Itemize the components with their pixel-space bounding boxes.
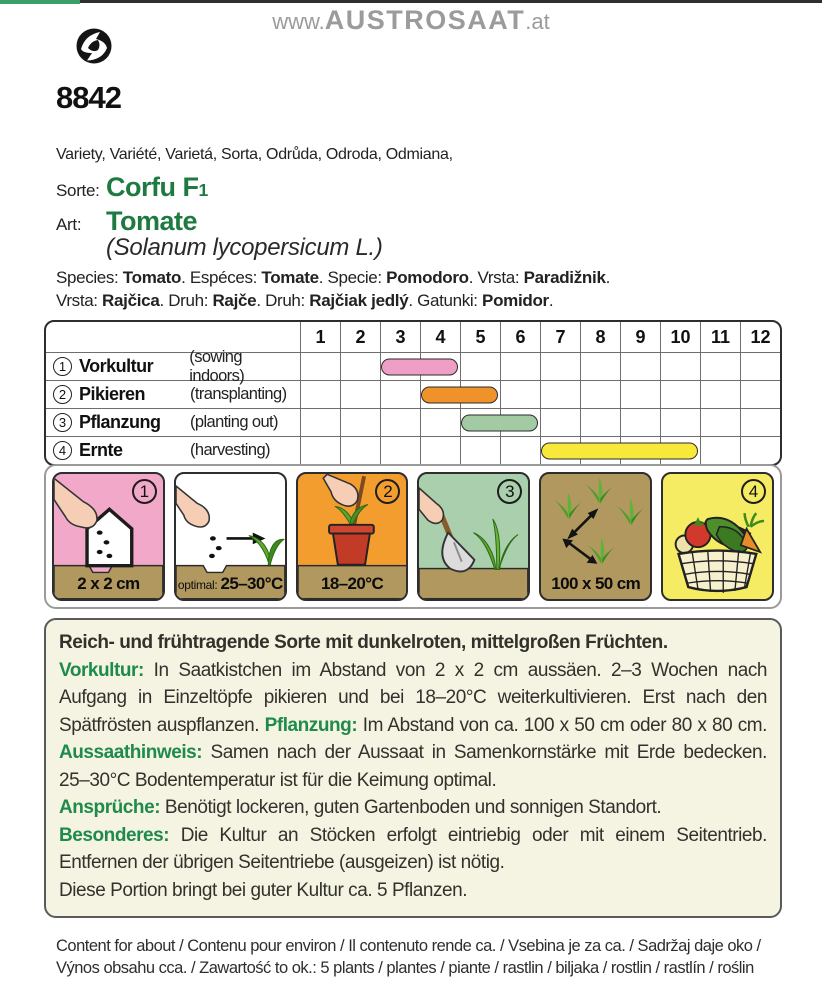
row-subtitle: (planting out) xyxy=(190,413,278,431)
species-value: Paradižnik xyxy=(523,268,606,287)
calendar-row-grid xyxy=(300,409,780,436)
step-badge: 2 xyxy=(375,479,400,504)
calendar-row-pikieren xyxy=(46,380,780,408)
calendar-grid-cell xyxy=(540,353,580,380)
separator: . xyxy=(605,268,610,287)
calendar-row-pflanzung xyxy=(46,408,780,436)
species-label: Espéces: xyxy=(189,268,257,287)
vrsta-value: Pomidor xyxy=(482,291,549,310)
month-header-cell: 8 xyxy=(580,322,620,352)
species-value: Pomodoro xyxy=(386,268,469,287)
pictogram-transplanting xyxy=(296,472,409,601)
calendar-grid-cell xyxy=(300,437,340,464)
description-box xyxy=(44,618,782,918)
calendar-grid-cell xyxy=(460,437,500,464)
vrsta-value: Rajče xyxy=(212,291,257,310)
month-header-cell: 3 xyxy=(380,322,420,352)
species-label: Vrsta: xyxy=(477,268,520,287)
month-header-cell: 2 xyxy=(340,322,380,352)
text-pflanzung: Im Abstand von ca. 100 x 50 cm oder 80 x 80 cm. xyxy=(357,714,767,736)
step-number-circle: 1 xyxy=(53,357,72,376)
calendar-grid-cell xyxy=(540,409,580,436)
calendar-grid-cell xyxy=(700,409,740,436)
row-name: Pikieren xyxy=(79,384,146,404)
species-label: Species: xyxy=(56,268,119,287)
brand-url-prefix: www. xyxy=(272,9,325,34)
calendar-grid-cell xyxy=(460,353,500,380)
pictogram-planting-out xyxy=(417,472,530,601)
calendar-grid-cell xyxy=(740,381,780,408)
variety-multilang-line: Variety, Variété, Varietá, Sorta, Odrůda, Odroda, Odmiana, xyxy=(56,146,453,163)
sorte-label: Sorte: xyxy=(56,181,100,200)
cultivation-calendar-table xyxy=(44,320,782,466)
calendar-bar-ernte xyxy=(541,442,698,459)
calendar-month-header-row xyxy=(46,322,780,352)
vrsta-label: Vrsta: xyxy=(56,291,98,310)
pictogram-strip xyxy=(44,464,782,609)
calendar-grid-cell xyxy=(500,437,540,464)
calendar-bar-vorkultur xyxy=(381,358,458,375)
calendar-grid-cell xyxy=(300,409,340,436)
calendar-grid-cell xyxy=(620,409,660,436)
keyword-vorkultur: Vorkultur: xyxy=(59,659,144,681)
calendar-grid-cell xyxy=(700,437,740,464)
pictogram-label: 18–20°C xyxy=(320,574,384,593)
calendar-grid-cell xyxy=(300,353,340,380)
description-besonderes-paragraph xyxy=(59,822,767,877)
calendar-grid-cell xyxy=(740,409,780,436)
sorte-value xyxy=(106,172,208,203)
content-note-line1: Content for about / Contenu pour environ / Il contenuto rende ca. / Vsebina je za ca. / Sadržaj daje oko / xyxy=(56,937,761,955)
separator: . xyxy=(159,291,169,310)
calendar-grid-cell xyxy=(580,409,620,436)
calendar-row-grid xyxy=(300,381,780,408)
calendar-grid-cell xyxy=(700,381,740,408)
vrsta-multilang-line xyxy=(56,291,776,311)
calendar-bar-pikieren xyxy=(421,386,498,403)
pictogram-sowing-seeds xyxy=(52,472,165,601)
content-note-line2: Výnos obsahu cca. / Zawartość to ok.: 5 plants / plantes / piante / rastlin / biljaka / rostlin / rastlín / roślin xyxy=(56,958,754,977)
calendar-row-vorkultur xyxy=(46,347,780,385)
pictogram-label-main: 25–30°C xyxy=(220,574,283,593)
step-badge: 1 xyxy=(132,479,157,504)
month-header-cell: 4 xyxy=(420,322,460,352)
separator: . xyxy=(181,268,190,287)
vrsta-label: Druh: xyxy=(168,291,209,310)
row-name: Vorkultur xyxy=(79,356,154,376)
keyword-besonderes: Besonderes: xyxy=(59,824,170,846)
calendar-grid-cell xyxy=(380,437,420,464)
top-edge-green-line xyxy=(0,0,80,4)
pictogram-label: 100 x 50 cm xyxy=(551,574,641,593)
step-number-circle: 4 xyxy=(53,441,72,460)
step-number-circle: 3 xyxy=(53,413,72,432)
description-headline: Reich- und frühtragende Sorte mit dunkelroten, mittelgroßen Früchten. xyxy=(59,632,668,653)
calendar-grid-cell xyxy=(420,437,460,464)
species-value: Tomato xyxy=(122,268,182,287)
calendar-grid-cell xyxy=(500,381,540,408)
pictogram-label-small: optimal: xyxy=(177,578,221,592)
species-label: Specie: xyxy=(327,268,382,287)
calendar-grid-cell xyxy=(700,353,740,380)
article-number: 8842 xyxy=(56,80,121,115)
calendar-grid-cell xyxy=(620,381,660,408)
species-value: Tomate xyxy=(261,268,319,287)
month-header-cell: 10 xyxy=(660,322,700,352)
row-name: Pflanzung xyxy=(79,412,161,432)
month-header-cell: 5 xyxy=(460,322,500,352)
vrsta-value: Rajčica xyxy=(102,291,160,310)
calendar-row-grid xyxy=(300,437,780,464)
calendar-bar-pflanzung xyxy=(461,414,538,431)
sorte-value-subscript: 1 xyxy=(198,180,208,200)
row-subtitle: (harvesting) xyxy=(190,441,270,459)
calendar-grid-cell xyxy=(580,381,620,408)
text-besonderes: Die Kultur an Stöcken erfolgt eintriebig oder mit einem Seitentrieb. Entfernen der übrigen Seitentriebe (ausgeizen) ist nötig. xyxy=(59,824,767,873)
month-header-cell: 1 xyxy=(300,322,340,352)
row-subtitle: (transplanting) xyxy=(190,385,287,403)
calendar-row-label xyxy=(46,437,300,464)
brand-url xyxy=(0,5,822,36)
species-multilang-line xyxy=(56,268,776,288)
text-vorkultur: In Saatkistchen im Abstand von 2 x 2 cm aussäen. 2–3 Wochen nach Aufgang in Einzeltöpfe pikieren und bei 18–20°C weiterkultivieren. Erst nach den Spätfrösten auspflanzen. xyxy=(59,659,767,736)
description-portion-paragraph: Diese Portion bringt bei guter Kultur ca. 5 Pflanzen. xyxy=(59,879,468,901)
separator: . xyxy=(408,291,418,310)
calendar-grid-cell xyxy=(580,353,620,380)
row-name: Ernte xyxy=(79,440,123,460)
description-main-paragraph xyxy=(59,657,767,795)
brand-name: AUSTROSAAT xyxy=(324,5,526,35)
calendar-grid-cell xyxy=(660,381,700,408)
month-header-cell: 7 xyxy=(540,322,580,352)
calendar-grid-cell xyxy=(740,437,780,464)
step-number-circle: 2 xyxy=(53,385,72,404)
step-badge: 3 xyxy=(497,479,522,504)
keyword-ansprueche: Ansprüche: xyxy=(59,797,161,818)
calendar-grid-cell xyxy=(340,409,380,436)
calendar-row-label xyxy=(46,347,300,385)
calendar-row-label xyxy=(46,381,300,408)
text-aussaathinweis: Samen nach der Aussaat in Samenkornstärke mit Erde bedecken. 25–30°C Bodentemperatur ist für die Keimung optimal. xyxy=(59,742,767,791)
month-header-cell: 12 xyxy=(740,322,780,352)
pictogram-plant-spacing xyxy=(539,472,652,601)
latin-name: (Solanum lycopersicum L.) xyxy=(106,234,383,261)
pictogram-harvest-basket xyxy=(661,472,774,601)
calendar-grid-cell xyxy=(500,353,540,380)
vrsta-label: Druh: xyxy=(265,291,305,310)
calendar-row-ernte xyxy=(46,436,780,464)
brand-url-suffix: .at xyxy=(525,9,550,34)
text-ansprueche: Benötigt lockeren, guten Gartenboden und sonnigen Standort. xyxy=(160,797,662,818)
separator: . xyxy=(318,268,328,287)
separator: . xyxy=(548,291,554,310)
vrsta-label: Gatunki: xyxy=(417,291,478,310)
month-header-cell: 11 xyxy=(700,322,740,352)
description-ansprueche-paragraph xyxy=(59,794,767,822)
vrsta-value: Rajčiak jedlý xyxy=(309,291,409,310)
calendar-grid-cell xyxy=(660,409,700,436)
keyword-aussaathinweis: Aussaathinweis: xyxy=(59,742,203,763)
month-header-cell: 9 xyxy=(620,322,660,352)
calendar-grid-cell xyxy=(620,353,660,380)
keyword-pflanzung: Pflanzung: xyxy=(264,714,358,736)
art-value: Tomate xyxy=(106,206,198,236)
sorte-value-text: Corfu F xyxy=(106,172,199,202)
calendar-grid-cell xyxy=(300,381,340,408)
calendar-grid-cell xyxy=(420,409,460,436)
separator: . xyxy=(468,268,478,287)
content-note xyxy=(56,936,772,979)
calendar-grid-cell xyxy=(340,381,380,408)
top-edge-dark-line xyxy=(80,0,822,3)
step-badge: 4 xyxy=(741,479,766,504)
calendar-grid-cell xyxy=(340,353,380,380)
row-subtitle: (sowing indoors) xyxy=(189,347,245,385)
pictogram-label xyxy=(176,574,285,594)
green-dot-recycling-icon xyxy=(74,26,114,66)
calendar-grid-cell xyxy=(380,381,420,408)
calendar-grid-cell xyxy=(660,353,700,380)
separator: . xyxy=(256,291,266,310)
pictogram-germination-temperature xyxy=(174,472,287,601)
calendar-grid-cell xyxy=(380,409,420,436)
month-header-cell: 6 xyxy=(500,322,540,352)
calendar-grid-cell xyxy=(740,353,780,380)
art-label: Art: xyxy=(56,215,82,234)
calendar-row-grid xyxy=(300,353,780,380)
calendar-row-label xyxy=(46,409,300,436)
calendar-grid-cell xyxy=(340,437,380,464)
pictogram-label: 2 x 2 cm xyxy=(77,574,140,593)
calendar-grid-cell xyxy=(540,381,580,408)
